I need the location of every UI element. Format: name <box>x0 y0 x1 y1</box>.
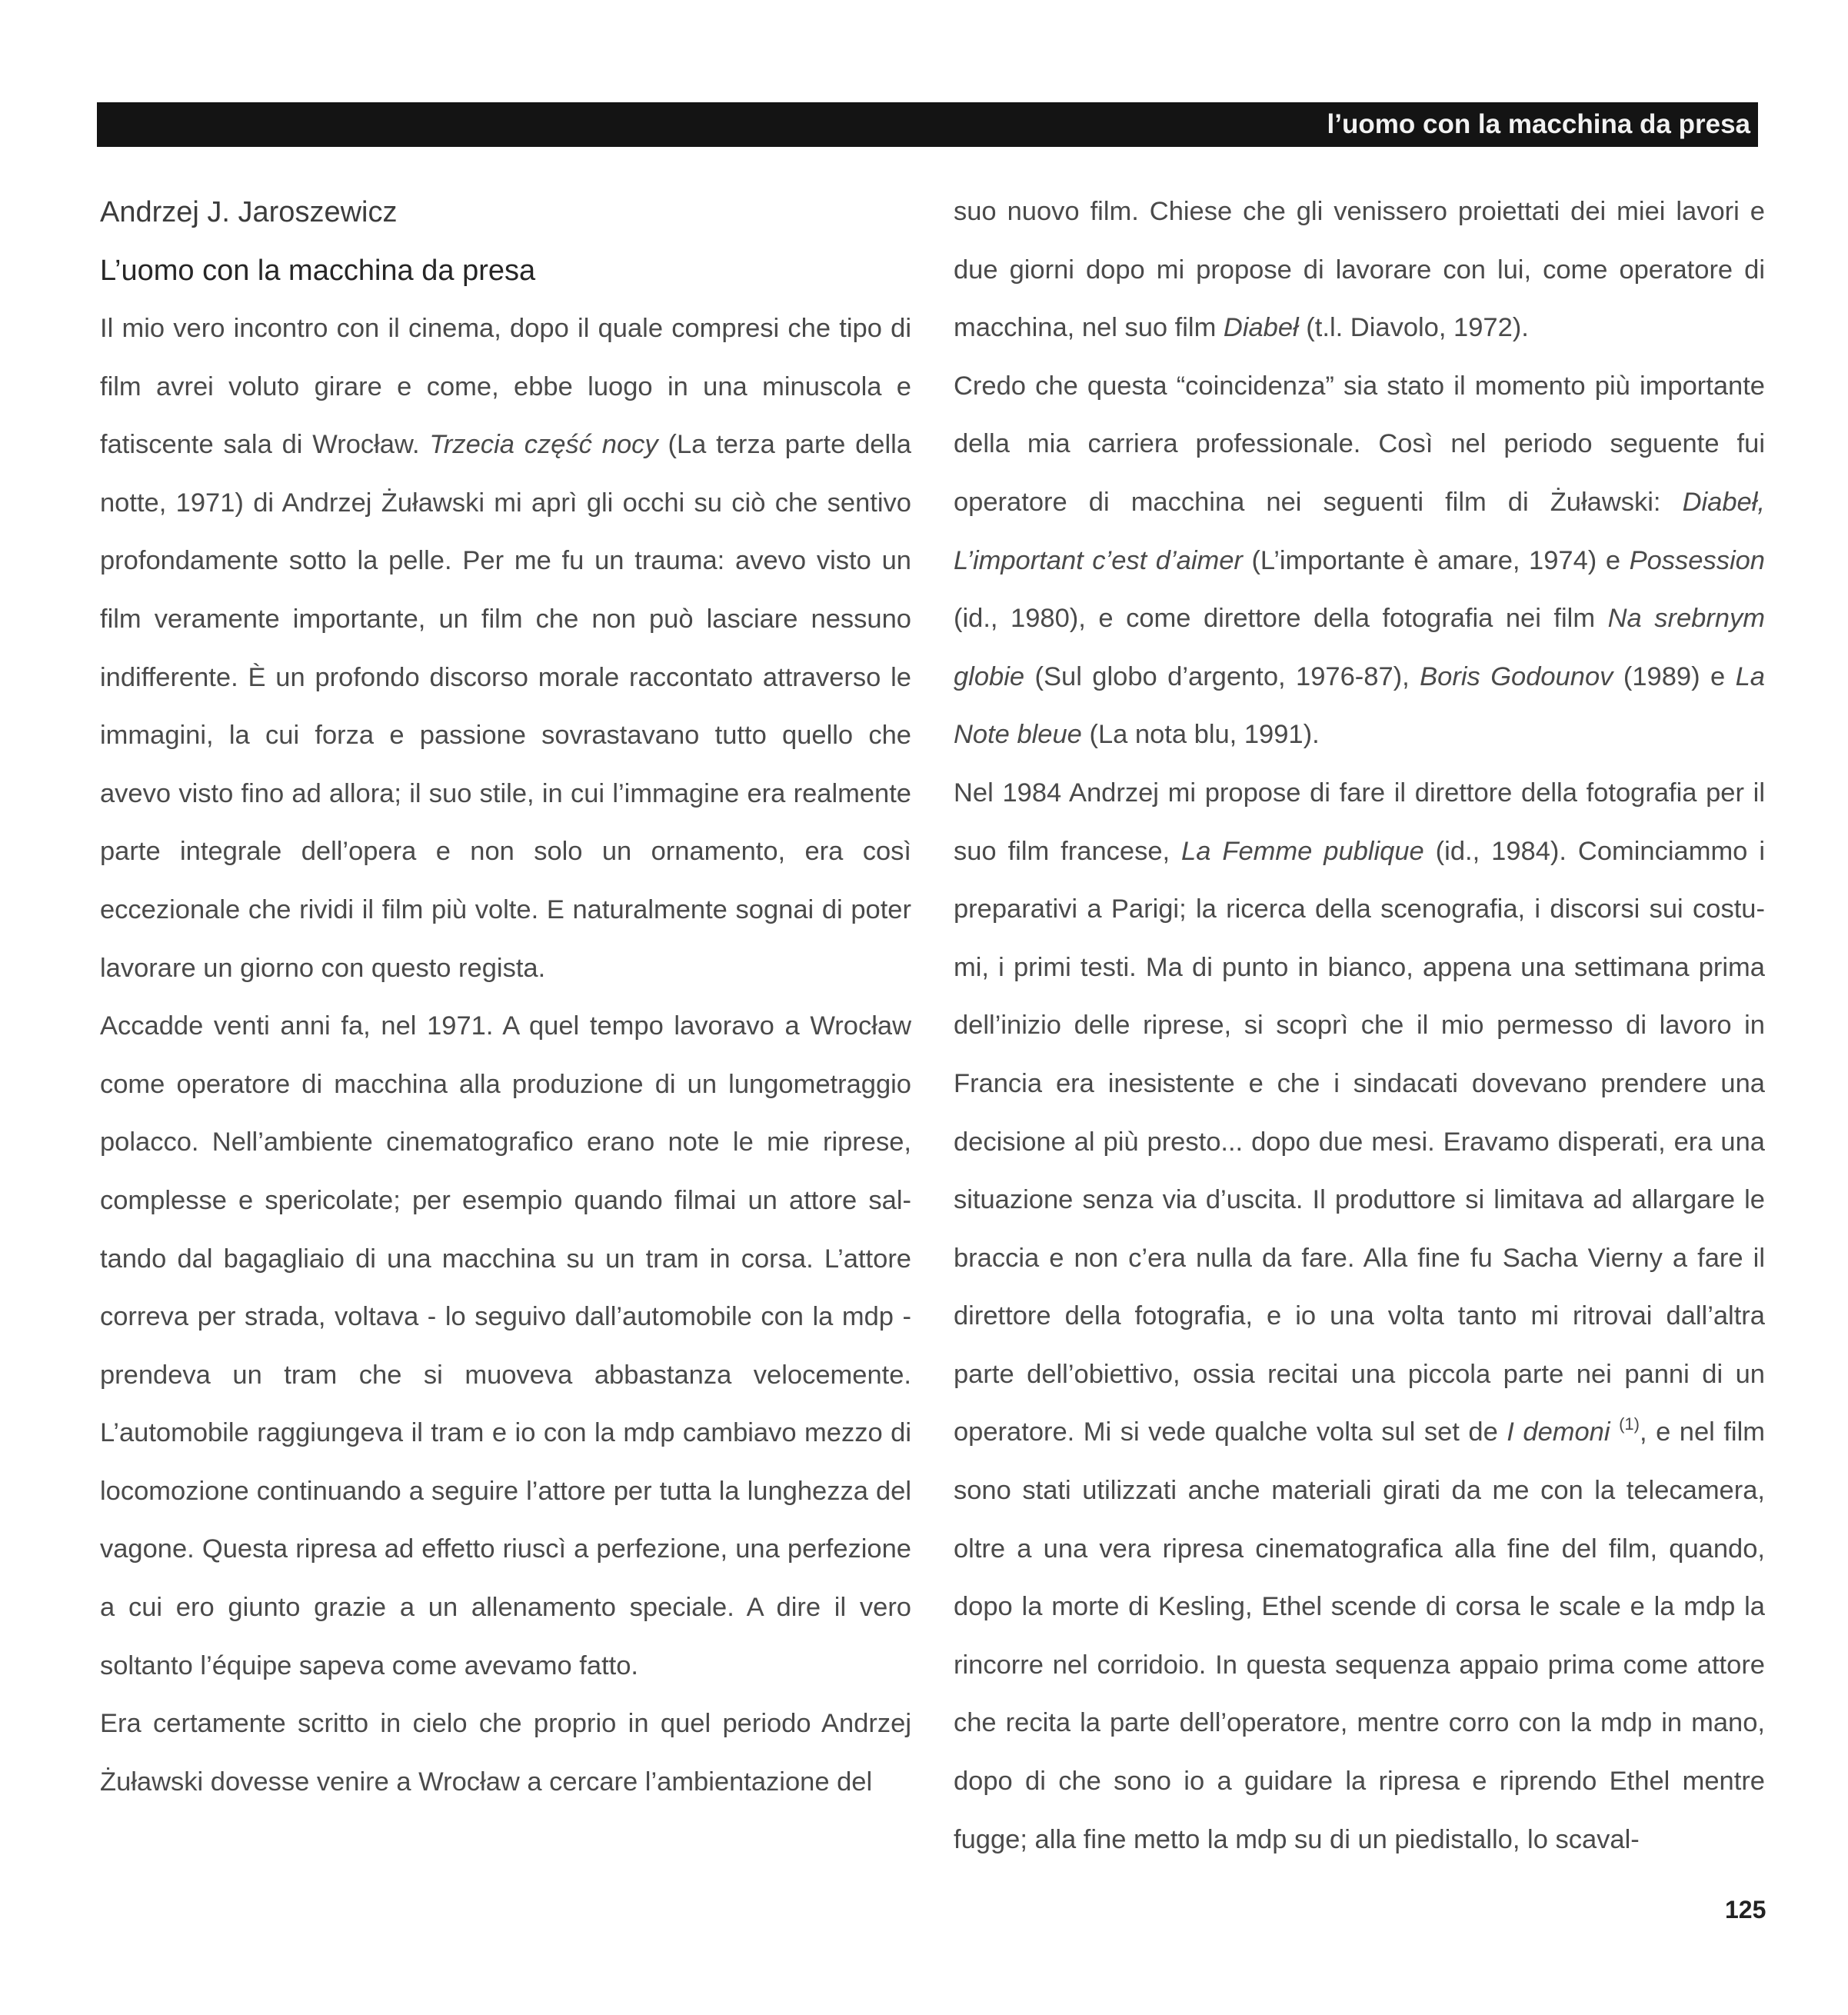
italic-title: Diabeł <box>1223 313 1299 343</box>
italic-title: I demoni <box>1507 1417 1610 1447</box>
right-column <box>954 183 1765 1869</box>
body-paragraph: Era certamente scritto in cielo che proprio in quel periodo Andrzej Żuławski dovesse venire a Wrocław a cercare l’ambientazione del <box>100 1709 911 1797</box>
left-column <box>100 183 911 1811</box>
body-paragraph: Nel 1984 Andrzej mi propose di fare il direttore della fotografia per il suo film francese, La Femme publique (id., 1984). Cominciammo i preparativi a Parigi; la ricerca della scenografia, i discorsi sui costumi, i primi testi. Ma di punto in bianco, appena una settimana prima dell’inizio delle riprese, si scoprì che il mio permesso di lavoro in Francia era inesistente e che i sindacati dovevano prendere una decisione al più presto... dopo due mesi. Eravamo disperati, era una situazione senza via d’uscita. Il produttore si limitava ad allargare le braccia e non c’era nulla da fare. Alla fine fu Sacha Vierny a fare il direttore della fotografia, e io una volta tanto mi ritrovai dall’altra parte dell’obiettivo, ossia recitai una piccola parte nei panni di un operatore. Mi si vede qualche volta sul set de I demoni $^{(1)}$, e nel film sono stati utilizzati anche materiali girati da me con la telecamera, oltre a una vera ripresa cinematografica alla fine del film, quando, dopo la morte di Kesling, Ethel scende di corsa le scale e la mdp la rincorre nel corridoio. In questa sequenza appaio prima come attore che recita la parte dell’operatore, mentre corro con la mdp in mano, dopo di che sono io a guidare la ripresa e riprendo Ethel mentre fugge; alla fine metto la mdp su di un piedistallo, lo scaval- <box>954 778 1765 1854</box>
italic-title: Na srebrnym globie <box>954 604 1765 691</box>
article-author: Andrzej J. Jaroszewicz <box>100 196 398 228</box>
italic-title: La Femme publique <box>1181 836 1424 866</box>
article-title: L’uomo con la macchina da presa <box>100 255 536 287</box>
italic-title: Diabeł, L’important c’est d’aimer <box>954 487 1765 575</box>
running-header-title: l’uomo con la macchina da presa <box>1327 109 1750 139</box>
body-paragraph: Credo che questa “coincidenza” sia stato il momento più importante della mia carriera professionale. Così nel periodo seguente fui operatore di macchina nei seguenti film di Żuławski: Diabeł, L’important c’est d’aimer (L’importante è amare, 1974) e Possession (id., 1980), e come direttore della fotografia nei film Na srebrnym globie (Sul globo d’argento, 1976-87), Boris Godounov (1989) e La Note bleue (La nota blu, 1991). <box>954 371 1765 750</box>
body-paragraph: Accadde venti anni fa, nel 1971. A quel tempo lavoravo a Wrocław come operatore di macchina alla produzione di un lungometraggio polacco. Nell’ambiente cinematografico erano note le mie riprese, complesse e spericolate; per esempio quando filmai un attore saltando dal bagagliaio di una macchina su un tram in corsa. L’attore correva per strada, voltava - lo seguivo dall’automobile con la mdp - prendeva un tram che si muoveva abbastanza velocemente. L’automobile raggiungeva il tram e io con la mdp cambiavo mezzo di locomozione continuando a seguire l’attore per tutta la lunghezza del vagone. Questa ripresa ad effetto riuscì a perfezione, una perfezione a cui ero giunto grazie a un allenamento speciale. A dire il vero soltanto l’équipe sapeva come avevamo fatto. <box>100 1011 911 1680</box>
body-paragraph: suo nuovo film. Chiese che gli venissero proiettati dei miei lavori e due giorni dopo mi propose di lavorare con lui, come operatore di macchina, nel suo film Diabeł (t.l. Diavolo, 1972). <box>954 197 1765 343</box>
footnote-ref: (1) <box>1619 1414 1640 1434</box>
italic-title: Boris Godounov <box>1420 661 1613 691</box>
page-number: 125 <box>1725 1896 1766 1923</box>
italic-title: Trzecia część nocy <box>429 430 658 460</box>
italic-title: Possession <box>1629 545 1765 575</box>
italic-title: La Note bleue <box>954 661 1765 750</box>
body-paragraph: Il mio vero incontro con il cinema, dopo il quale compresi che tipo di film avrei voluto girare e come, ebbe luogo in una minuscola e fatiscente sala di Wrocław. Trzecia część nocy (La terza parte della notte, 1971) di Andrzej Żuławski mi aprì gli occhi su ciò che sentivo profondamente sotto la pelle. Per me fu un trauma: avevo visto un film veramente importante, un film che non può lasciare nessuno indifferente. È un profondo discorso morale raccontato attraverso le immagini, la cui forza e passione sovrastavano tutto quello che avevo visto fino ad allora; il suo stile, in cui l’immagine era realmente parte integrale dell’opera e non solo un ornamento, era così eccezionale che rividi il film più volte. E naturalmente sognai di poter lavorare un giorno con questo regista. <box>100 314 911 983</box>
running-header-bar <box>97 102 1758 147</box>
